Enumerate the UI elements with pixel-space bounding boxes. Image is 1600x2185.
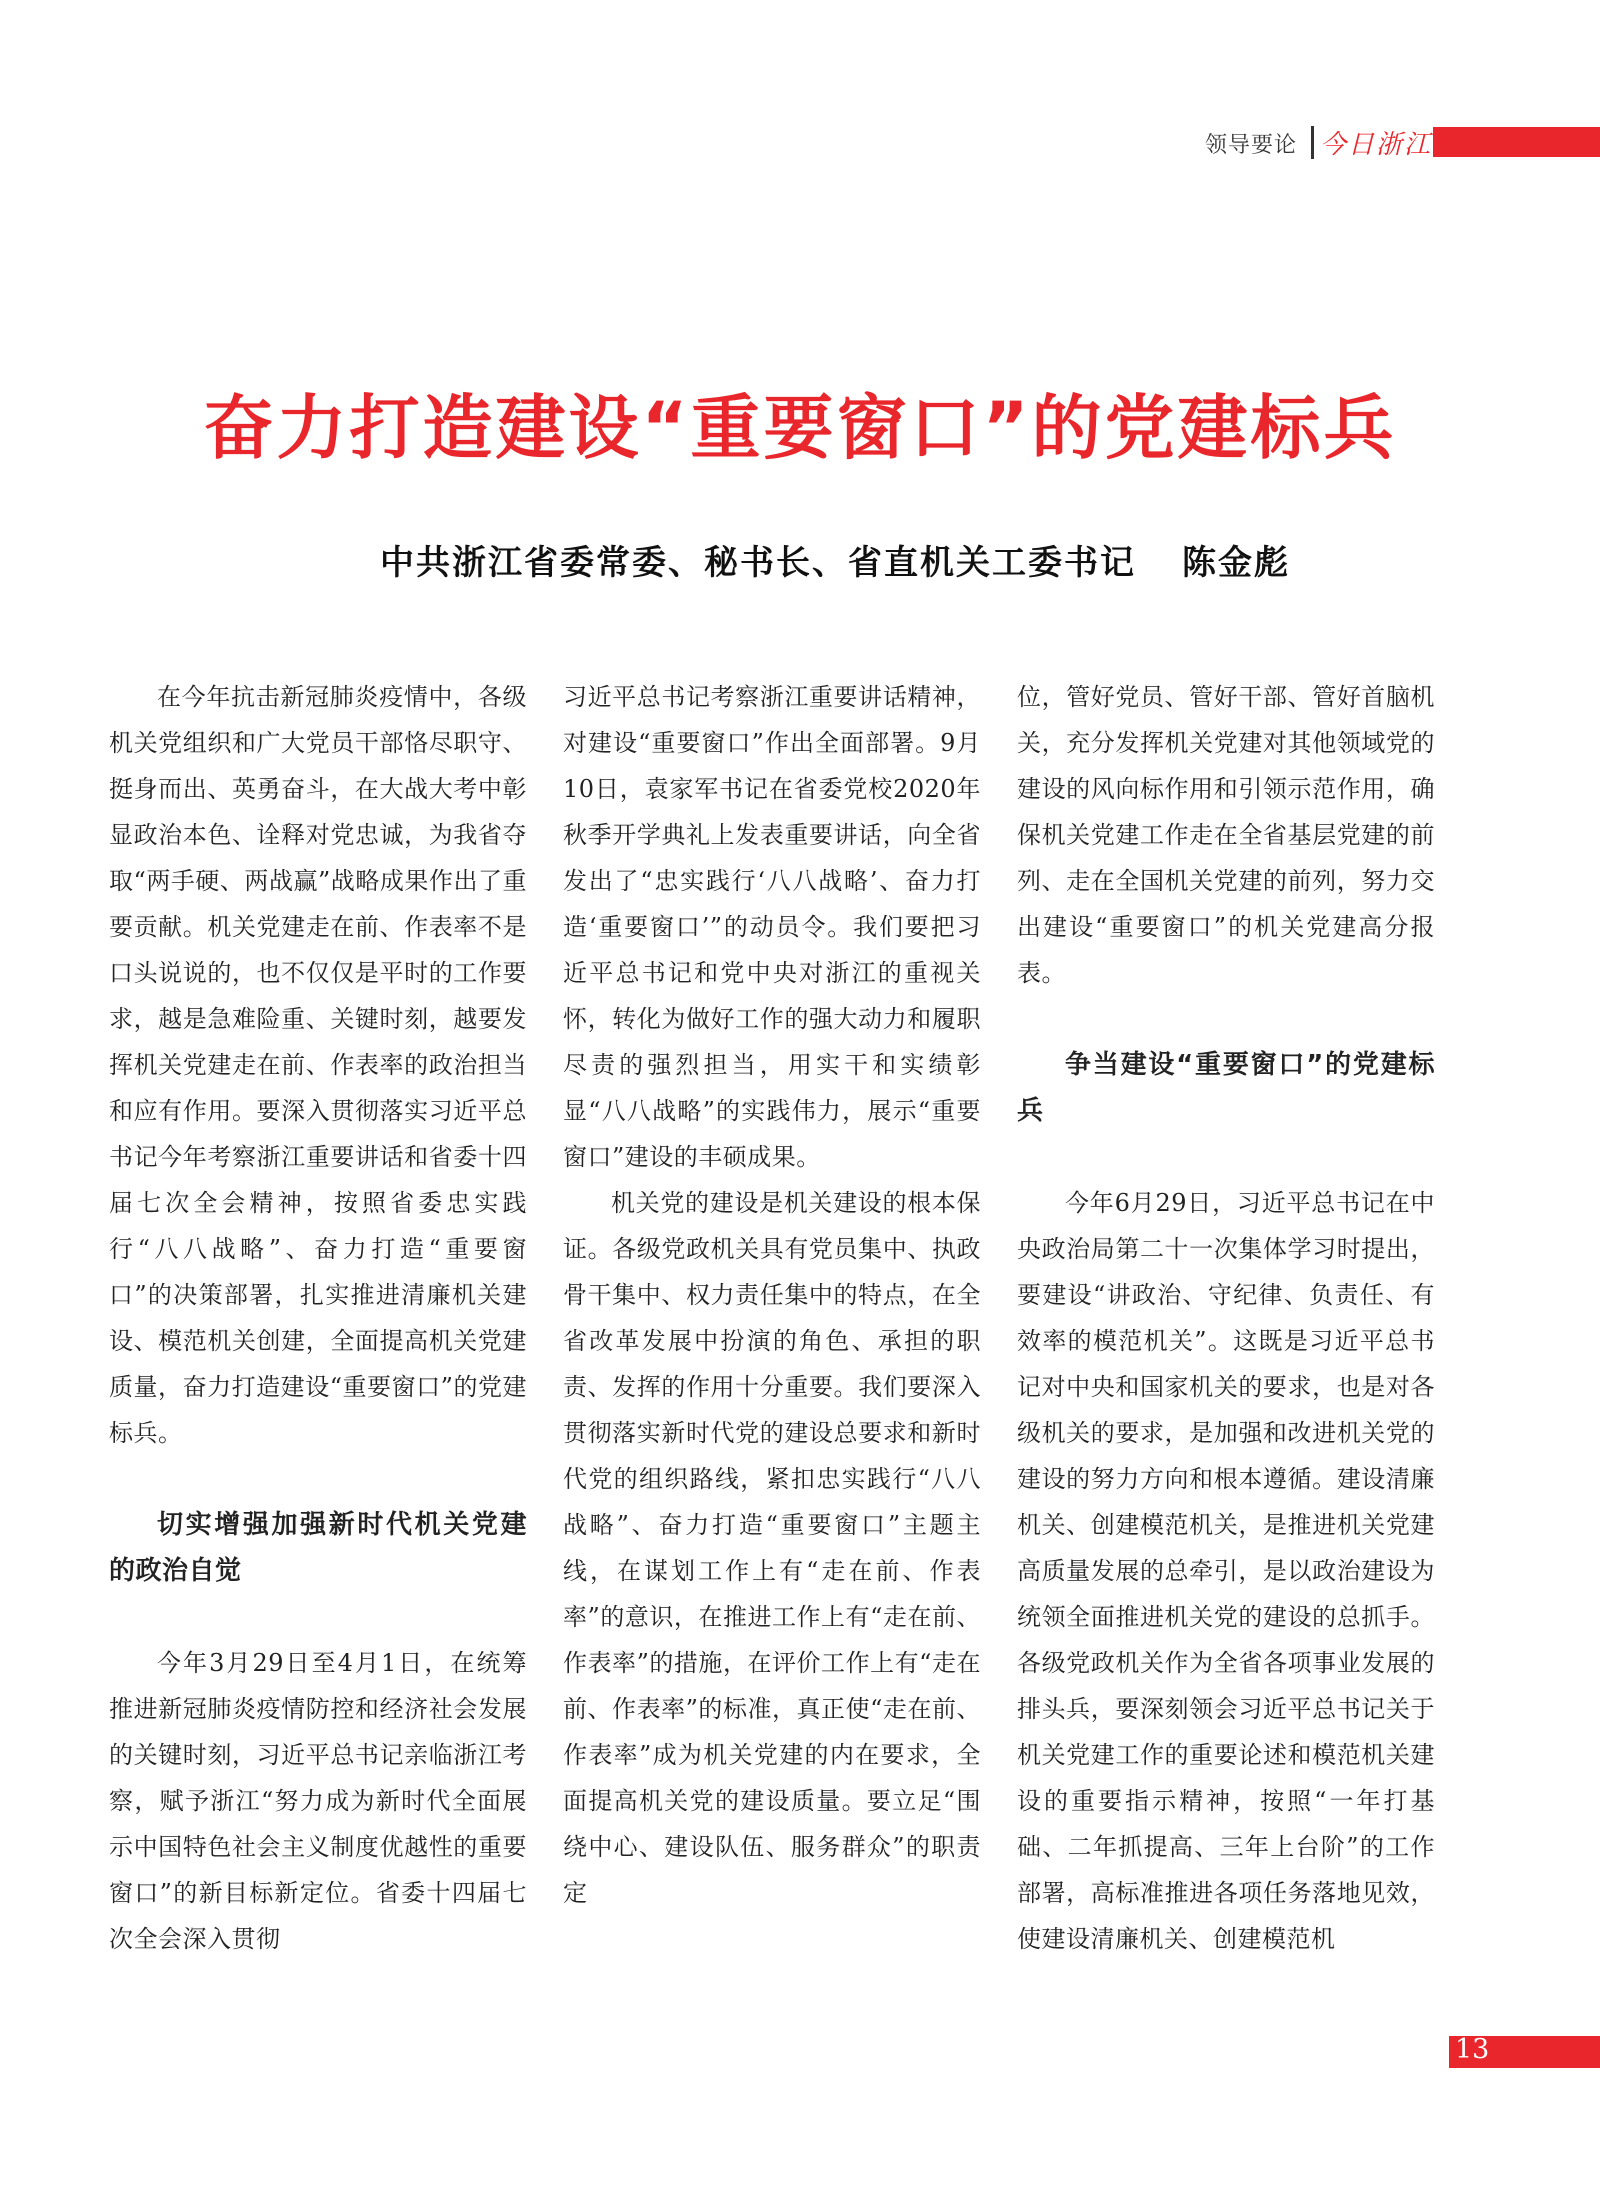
magazine-logo: 今日浙江 <box>1320 130 1433 160</box>
column-2 <box>563 674 981 1916</box>
column-1 <box>109 674 527 1962</box>
author-name: 陈金彪 <box>1182 543 1290 583</box>
paragraph: 今年6月29日，习近平总书记在中央政治局第二十一次集体学习时提出，要建设“讲政治、守纪律、负责任、有效率的模范机关”。这既是习近平总书记对中央和国家机关的要求，也是对各级机关的要求，是加强和改进机关党的建设的努力方向和根本遵循。建设清廉机关、创建模范机关，是推进机关党建高质量发展的总牵引，是以政治建设为统领全面推进机关党的建设的总抓手。各级党政机关作为全省各项事业发展的排头兵，要深刻领会习近平总书记关于机关党建工作的重要论述和模范机关建设的重要指示精神，按照“一年打基础、二年抓提高、三年上台阶”的工作部署，高标准推进各项任务落地见效，使建设清廉机关、创建模范机 <box>1017 1189 1435 1953</box>
paragraph: 机关党的建设是机关建设的根本保证。各级党政机关具有党员集中、执政骨干集中、权力责任集中的特点，在全省改革发展中扮演的角色、承担的职责、发挥的作用十分重要。我们要深入贯彻落实新时代党的建设总要求和新时代党的组织路线，紧扣忠实践行“八八战略”、奋力打造“重要窗口”主题主线，在谋划工作上有“走在前、作表率”的意识，在推进工作上有“走在前、作表率”的措施，在评价工作上有“走在前、作表率”的标准，真正使“走在前、作表率”成为机关党建的内在要求，全面提高机关党的建设质量。要立足“围绕中心、建设队伍、服务群众”的职责定 <box>563 1189 981 1907</box>
column-3 <box>1017 674 1435 1962</box>
header-section-label: 领导要论 <box>1204 133 1297 158</box>
section-heading: 争当建设“重要窗口”的党建标兵 <box>1017 1050 1435 1126</box>
paragraph: 在今年抗击新冠肺炎疫情中，各级机关党组织和广大党员干部恪尽职守、挺身而出、英勇奋斗，在大战大考中彰显政治本色、诠释对党忠诚，为我省夺取“两手硬、两战赢”战略成果作出了重要贡献。机关党建走在前、作表率不是口头说说的，也不仅仅是平时的工作要求，越是急难险重、关键时刻，越要发挥机关党建走在前、作表率的政治担当和应有作用。要深入贯彻落实习近平总书记今年考察浙江重要讲话和省委十四届七次全会精神，按照省委忠实践行“八八战略”、奋力打造“重要窗口”的决策部署，扎实推进清廉机关建设、模范机关创建，全面提高机关党建质量，奋力打造建设“重要窗口”的党建标兵。 <box>109 683 527 1447</box>
header-accent-bar <box>1433 127 1600 157</box>
header-divider <box>1311 126 1314 159</box>
article-title: 奋力打造建设“重要窗口”的党建标兵 <box>203 387 1397 469</box>
author-role: 中共浙江省委常委、秘书长、省直机关工委书记 <box>380 543 1136 583</box>
paragraph: 位，管好党员、管好干部、管好首脑机关，充分发挥机关党建对其他领域党的建设的风向标作用和引领示范作用，确保机关党建工作走在全省基层党建的前列、走在全国机关党建的前列，努力交出建设“重要窗口”的机关党建高分报表。 <box>1017 683 1435 987</box>
paragraph: 今年3月29日至4月1日，在统筹推进新冠肺炎疫情防控和经济社会发展的关键时刻，习近平总书记亲临浙江考察，赋予浙江“努力成为新时代全面展示中国特色社会主义制度优越性的重要窗口”的新目标新定位。省委十四届七次全会深入贯彻 <box>109 1649 527 1953</box>
page-number: 13 <box>1455 2034 1490 2065</box>
byline <box>0 535 1600 584</box>
section-heading: 切实增强加强新时代机关党建的政治自觉 <box>109 1510 527 1586</box>
paragraph: 习近平总书记考察浙江重要讲话精神，对建设“重要窗口”作出全面部署。9月10日，袁家军书记在省委党校2020年秋季开学典礼上发表重要讲话，向全省发出了“忠实践行‘八八战略’、奋力打造‘重要窗口’”的动员令。我们要把习近平总书记和党中央对浙江的重视关怀，转化为做好工作的强大动力和履职尽责的强烈担当，用实干和实绩彰显“八八战略”的实践伟力，展示“重要窗口”建设的丰硕成果。 <box>563 683 981 1171</box>
